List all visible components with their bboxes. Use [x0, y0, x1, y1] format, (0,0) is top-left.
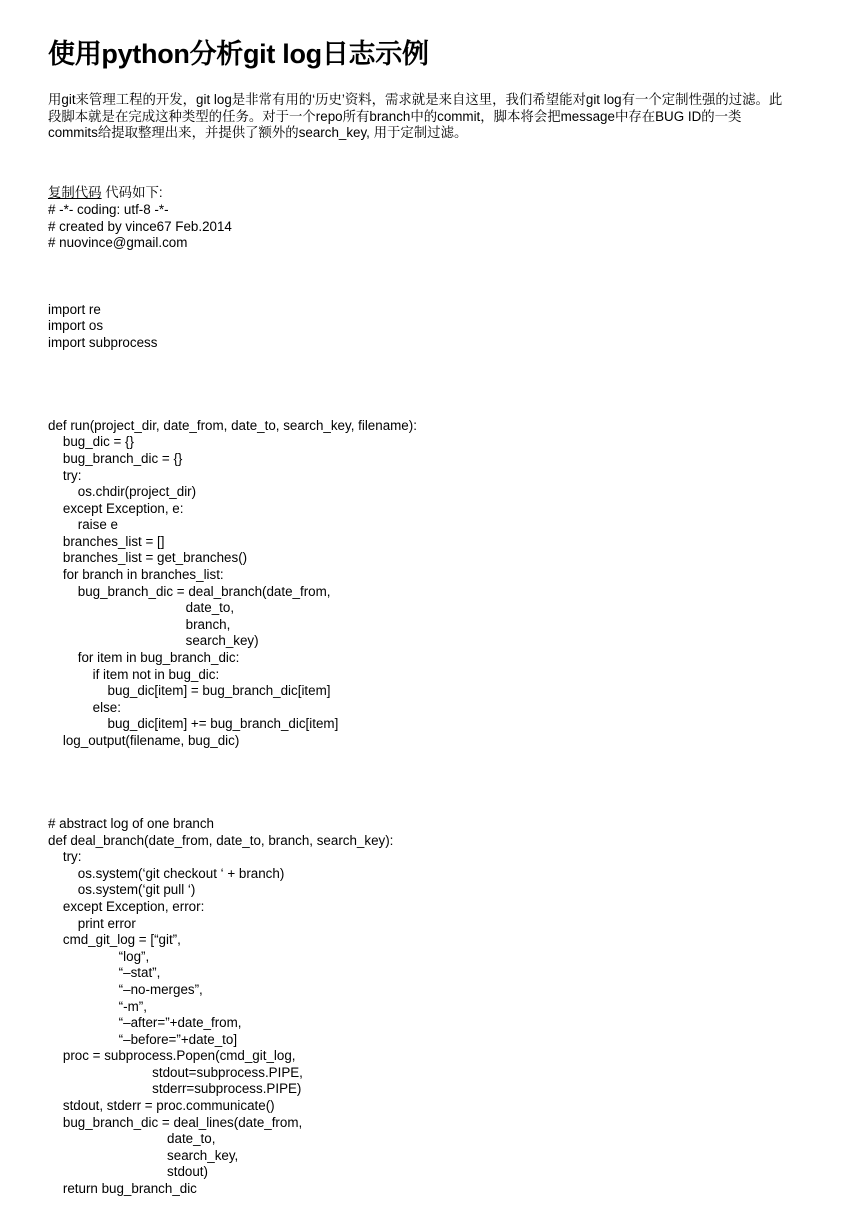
code-line: “–before=”+date_to]	[48, 1031, 238, 1047]
intro-line: 段脚本就是在完成这种类型的任务。对于一个repo所有branch中的commit，脚本将会把message中存在BUG ID的一类	[48, 108, 742, 124]
code-line: import os	[48, 318, 104, 334]
intro-paragraph	[48, 92, 828, 142]
code-line: # -*- coding: utf-8 -*-	[48, 202, 169, 217]
code-line	[48, 351, 417, 368]
code-line: print error	[48, 915, 136, 931]
code-line: “–after=”+date_from,	[48, 1015, 242, 1031]
code-line	[48, 285, 417, 302]
code-line: log_output(filename, bug_dic)	[48, 733, 240, 748]
code-line: def deal_branch(date_from, date_to, branch, search_key):	[48, 832, 394, 848]
code-line: try:	[48, 849, 82, 865]
code-line: “–stat”,	[48, 965, 161, 981]
code-line: except Exception, error:	[48, 898, 205, 914]
code-line: branches_list = get_branches()	[48, 550, 248, 566]
code-block	[48, 202, 417, 1198]
code-line	[48, 268, 417, 285]
code-line: def run(project_dir, date_from, date_to, search_key, filename):	[48, 417, 417, 433]
code-line: bug_branch_dic = deal_lines(date_from,	[48, 1114, 303, 1130]
code-line	[48, 401, 417, 418]
code-line: import re	[48, 301, 101, 317]
code-line: “–no-merges”,	[48, 981, 203, 997]
code-line: proc = subprocess.Popen(cmd_git_log,	[48, 1048, 296, 1064]
copy-code-line	[48, 185, 163, 202]
intro-line: commits给提取整理出来，并提供了额外的search_key, 用于定制过滤。	[48, 125, 468, 140]
code-line: os.system(‘git checkout ‘ + branch)	[48, 865, 285, 881]
code-intro-label: 代码如下:	[101, 185, 163, 200]
copy-code-link[interactable]: 复制代码	[48, 185, 102, 200]
code-line: raise e	[48, 517, 118, 533]
code-line: branches_list = []	[48, 533, 165, 549]
code-line: bug_branch_dic = {}	[48, 450, 183, 466]
code-line	[48, 252, 417, 269]
code-line: # nuovince@gmail.com	[48, 235, 188, 251]
code-line: os.system(‘git pull ‘)	[48, 882, 196, 898]
code-line	[48, 385, 417, 402]
code-line: stderr=subprocess.PIPE)	[48, 1081, 302, 1097]
code-line: “-m”,	[48, 998, 147, 1014]
code-line	[48, 368, 417, 385]
code-line: bug_branch_dic = deal_branch(date_from,	[48, 583, 331, 599]
code-line	[48, 783, 417, 800]
code-line: else:	[48, 699, 121, 715]
code-line: bug_dic[item] = bug_branch_dic[item]	[48, 683, 331, 699]
code-line: date_to,	[48, 1131, 216, 1147]
code-line: return bug_branch_dic	[48, 1181, 197, 1197]
code-line: search_key)	[48, 633, 259, 649]
code-line: bug_dic[item] += bug_branch_dic[item]	[48, 716, 339, 732]
code-line: if item not in bug_dic:	[48, 666, 220, 682]
code-line: stdout, stderr = proc.communicate()	[48, 1098, 275, 1114]
code-line: # created by vince67 Feb.2014	[48, 218, 232, 234]
code-line: import subprocess	[48, 334, 158, 350]
code-line: for item in bug_branch_dic:	[48, 650, 240, 666]
intro-line: 用git来管理工程的开发，git log是非常有用的‘历史’资料，需求就是来自这里，我们希望能对git log有一个定制性强的过滤。此	[48, 92, 783, 107]
code-line: stdout)	[48, 1164, 208, 1180]
code-line: search_key,	[48, 1147, 239, 1163]
code-line: branch,	[48, 616, 231, 632]
code-line: os.chdir(project_dir)	[48, 484, 197, 500]
article	[48, 36, 828, 1197]
code-line: for branch in branches_list:	[48, 567, 224, 583]
code-line: date_to,	[48, 600, 235, 616]
code-line: stdout=subprocess.PIPE,	[48, 1064, 303, 1080]
code-line: # abstract log of one branch	[48, 815, 215, 831]
code-line	[48, 766, 417, 783]
code-line: cmd_git_log = [“git”,	[48, 932, 181, 948]
code-line	[48, 750, 417, 767]
code-line: try:	[48, 467, 82, 483]
code-line: “log”,	[48, 948, 150, 964]
code-line: bug_dic = {}	[48, 434, 134, 450]
code-line	[48, 799, 417, 816]
page-title: 使用python分析git log日志示例	[48, 39, 429, 69]
code-line: except Exception, e:	[48, 500, 184, 516]
